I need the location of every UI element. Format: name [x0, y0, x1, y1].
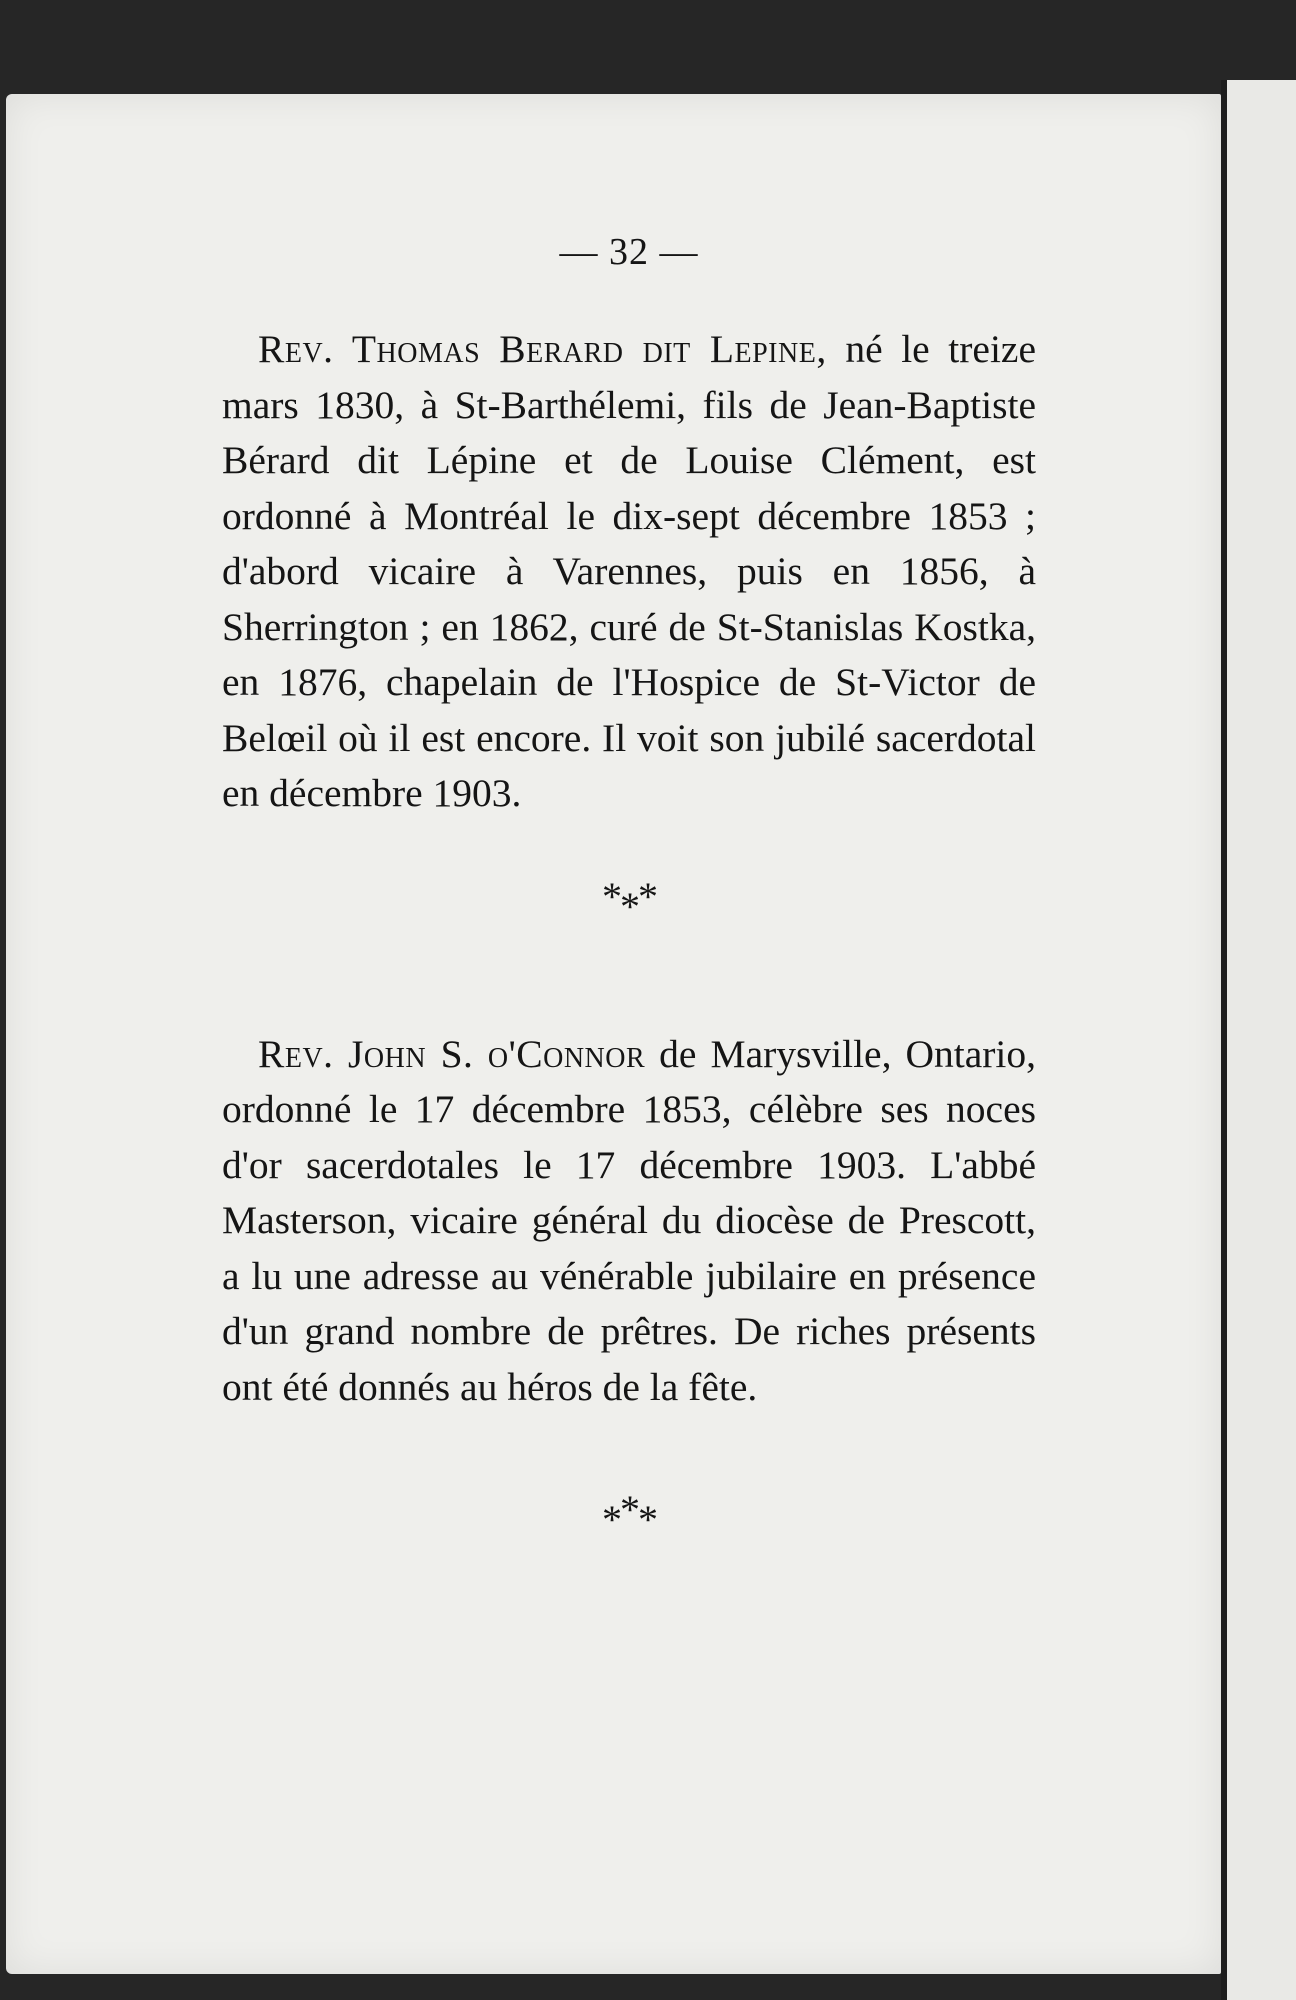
entry-name: Rev. Thomas Berard dit Lepine,: [258, 327, 827, 371]
asterism-star: *: [638, 873, 656, 919]
asterism-separator: [222, 867, 1036, 997]
asterism-star: *: [602, 1497, 620, 1542]
page-gutter-shadow: [1221, 80, 1227, 2000]
asterism-separator: [222, 1487, 1036, 1620]
page-number: — 32 —: [559, 231, 699, 273]
entry-text: de Marysville, Ontario, ordonné le 17 décembre 1853, célèbre ses noces d'or sacerdotales le 17 décembre 1903. L'abbé Masterson, vicaire général du diocèse de Prescott, a lu une adresse au vénérable jubilaire en présence d'un grand nombre de prêtres. De riches présents ont été donnés au héros de la fête.: [222, 1031, 1036, 1409]
asterism-star: *: [602, 873, 620, 919]
page-content: [222, 230, 1036, 1620]
asterism-star: *: [638, 1497, 656, 1542]
entry-text: né le treize mars 1830, à St-Barthélemi, fils de Jean-Baptiste Bérard dit Lépine et de Louise Clément, est ordonné à Montréal le dix-sept décembre 1853 ; d'abord vicaire à Varennes, puis en 1856, à Sherrington ; en 1862, curé de St-Stanislas Kostka, en 1876, chapelain de l'Hospice de St-Victor de Belœil où il est encore. Il voit son jubilé sacerdotal en décembre 1903.: [222, 327, 1036, 815]
asterism-star: *: [620, 1487, 638, 1532]
entry-berard: [222, 322, 1036, 822]
entry-oconnor: [222, 1027, 1036, 1416]
asterism-star: *: [620, 883, 638, 929]
next-page-edge: [1221, 80, 1296, 2000]
entry-name: Rev. John S. o'Connor: [258, 1031, 646, 1076]
